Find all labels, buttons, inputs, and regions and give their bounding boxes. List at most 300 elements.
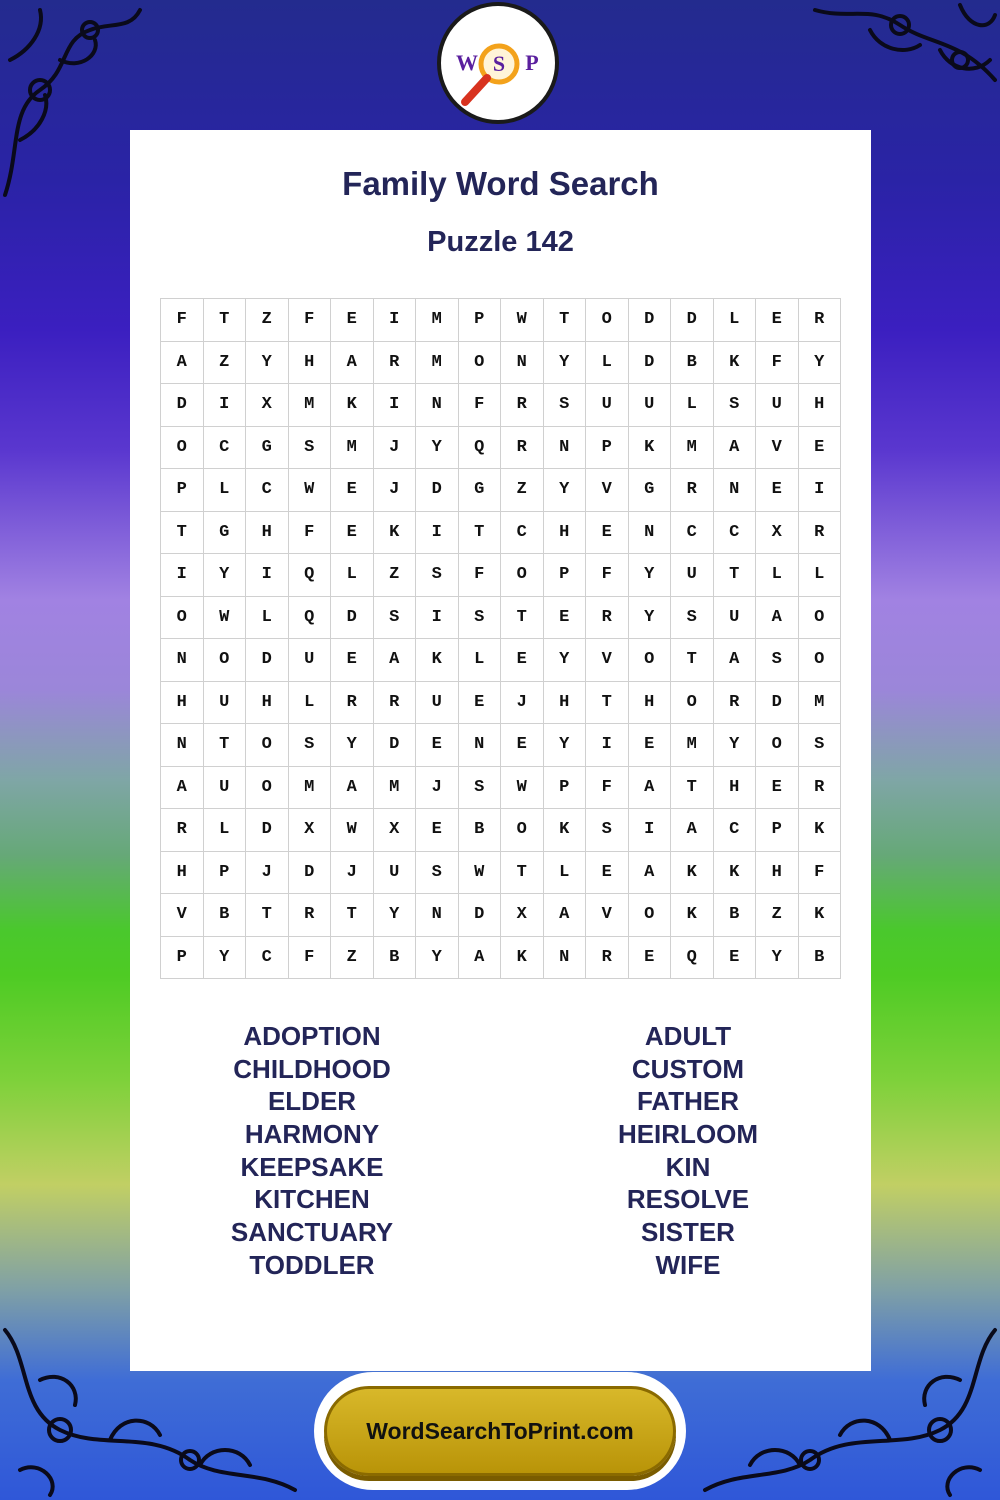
grid-cell[interactable]: G	[458, 469, 501, 512]
grid-cell[interactable]: O	[161, 426, 204, 469]
grid-cell[interactable]: C	[501, 511, 544, 554]
puzzle-card	[130, 130, 871, 1371]
grid-cell[interactable]: C	[713, 809, 756, 852]
grid-cell[interactable]: I	[246, 554, 289, 597]
grid-cell[interactable]: E	[628, 724, 671, 767]
grid-row	[161, 639, 841, 682]
grid-cell[interactable]: R	[713, 681, 756, 724]
grid-cell[interactable]: L	[203, 469, 246, 512]
grid-cell[interactable]: L	[756, 554, 799, 597]
grid-cell[interactable]: Q	[288, 554, 331, 597]
grid-cell[interactable]: Q	[671, 936, 714, 979]
word-item: TODDLER	[249, 1249, 375, 1280]
grid-cell[interactable]: D	[331, 596, 374, 639]
grid-cell[interactable]: P	[756, 809, 799, 852]
grid-cell[interactable]: B	[671, 341, 714, 384]
grid-cell[interactable]: K	[798, 894, 841, 937]
grid-cell[interactable]: O	[246, 766, 289, 809]
grid-cell[interactable]: T	[501, 851, 544, 894]
grid-cell[interactable]: K	[713, 851, 756, 894]
grid-cell[interactable]: L	[203, 809, 246, 852]
grid-cell[interactable]: F	[756, 341, 799, 384]
word-list-right	[538, 1020, 838, 1282]
grid-cell[interactable]: A	[713, 426, 756, 469]
grid-cell[interactable]: V	[586, 639, 629, 682]
grid-cell[interactable]: U	[416, 681, 459, 724]
grid-cell[interactable]: R	[798, 766, 841, 809]
grid-cell[interactable]: C	[203, 426, 246, 469]
grid-cell[interactable]: U	[713, 596, 756, 639]
grid-cell[interactable]: K	[501, 936, 544, 979]
grid-cell[interactable]: R	[501, 426, 544, 469]
grid-cell[interactable]: W	[501, 766, 544, 809]
word-item: KEEPSAKE	[240, 1151, 384, 1182]
grid-cell[interactable]: L	[246, 596, 289, 639]
grid-cell[interactable]: B	[373, 936, 416, 979]
grid-cell[interactable]: N	[161, 639, 204, 682]
grid-cell[interactable]: L	[586, 341, 629, 384]
grid-cell[interactable]: I	[628, 809, 671, 852]
grid-cell[interactable]: R	[798, 299, 841, 342]
grid-cell[interactable]: H	[246, 681, 289, 724]
grid-cell[interactable]: E	[331, 469, 374, 512]
grid-cell[interactable]: Z	[331, 936, 374, 979]
grid-cell[interactable]: D	[161, 384, 204, 427]
grid-cell[interactable]: O	[628, 639, 671, 682]
word-list-left	[162, 1020, 462, 1282]
grid-cell[interactable]: Y	[416, 936, 459, 979]
grid-cell[interactable]: X	[756, 511, 799, 554]
grid-cell[interactable]: M	[288, 766, 331, 809]
grid-cell[interactable]: Y	[756, 936, 799, 979]
grid-cell[interactable]: A	[756, 596, 799, 639]
grid-cell[interactable]: E	[458, 681, 501, 724]
grid-cell[interactable]: I	[203, 384, 246, 427]
grid-cell[interactable]: L	[543, 851, 586, 894]
grid-cell[interactable]: F	[458, 554, 501, 597]
grid-cell[interactable]: E	[501, 724, 544, 767]
grid-cell[interactable]: E	[713, 936, 756, 979]
grid-cell[interactable]: A	[458, 936, 501, 979]
grid-cell[interactable]: E	[798, 426, 841, 469]
grid-cell[interactable]: S	[288, 426, 331, 469]
grid-cell[interactable]: K	[416, 639, 459, 682]
grid-cell[interactable]: K	[671, 851, 714, 894]
grid-cell[interactable]: D	[671, 299, 714, 342]
grid-cell[interactable]: X	[501, 894, 544, 937]
grid-cell[interactable]: S	[416, 554, 459, 597]
letter-grid	[160, 298, 841, 979]
grid-cell[interactable]: R	[586, 596, 629, 639]
grid-cell[interactable]: D	[246, 809, 289, 852]
grid-cell[interactable]: N	[416, 384, 459, 427]
grid-cell[interactable]: M	[288, 384, 331, 427]
grid-cell[interactable]: B	[798, 936, 841, 979]
grid-cell[interactable]: B	[203, 894, 246, 937]
site-logo[interactable]	[437, 2, 559, 124]
grid-row	[161, 894, 841, 937]
word-item: HARMONY	[244, 1119, 380, 1150]
grid-cell[interactable]: P	[203, 851, 246, 894]
grid-cell[interactable]: F	[288, 511, 331, 554]
grid-cell[interactable]: F	[586, 766, 629, 809]
grid-cell[interactable]: S	[373, 596, 416, 639]
word-item: SANCTUARY	[230, 1217, 394, 1248]
grid-cell[interactable]: N	[543, 936, 586, 979]
grid-cell[interactable]: O	[501, 809, 544, 852]
grid-cell[interactable]: H	[713, 766, 756, 809]
grid-cell[interactable]: T	[203, 299, 246, 342]
grid-cell[interactable]: A	[331, 341, 374, 384]
grid-cell[interactable]: V	[586, 894, 629, 937]
grid-cell[interactable]: H	[246, 511, 289, 554]
grid-cell[interactable]: W	[458, 851, 501, 894]
grid-cell[interactable]: Y	[543, 724, 586, 767]
grid-cell[interactable]: B	[713, 894, 756, 937]
grid-cell[interactable]: Y	[543, 639, 586, 682]
grid-cell[interactable]: K	[373, 511, 416, 554]
grid-cell[interactable]: E	[331, 511, 374, 554]
grid-cell[interactable]: P	[586, 426, 629, 469]
grid-cell[interactable]: O	[203, 639, 246, 682]
corner-ornament-top-right	[810, 0, 1000, 130]
grid-cell[interactable]: G	[628, 469, 671, 512]
grid-cell[interactable]: O	[756, 724, 799, 767]
grid-cell[interactable]: A	[331, 766, 374, 809]
grid-cell[interactable]: I	[373, 299, 416, 342]
corner-ornament-top-left	[0, 0, 150, 200]
grid-cell[interactable]: R	[501, 384, 544, 427]
grid-cell[interactable]: E	[586, 511, 629, 554]
grid-cell[interactable]: F	[161, 299, 204, 342]
word-item: SISTER	[641, 1217, 735, 1248]
grid-cell[interactable]: P	[543, 554, 586, 597]
grid-cell[interactable]: M	[373, 766, 416, 809]
grid-cell[interactable]: T	[501, 596, 544, 639]
grid-cell[interactable]: D	[416, 469, 459, 512]
grid-cell[interactable]: V	[756, 426, 799, 469]
grid-cell[interactable]: S	[713, 384, 756, 427]
grid-cell[interactable]: C	[246, 936, 289, 979]
grid-cell[interactable]: T	[458, 511, 501, 554]
grid-cell[interactable]: T	[331, 894, 374, 937]
grid-cell[interactable]: E	[756, 469, 799, 512]
grid-cell[interactable]: A	[713, 639, 756, 682]
grid-cell[interactable]: C	[246, 469, 289, 512]
grid-cell[interactable]: Y	[416, 426, 459, 469]
grid-cell[interactable]: M	[416, 299, 459, 342]
grid-cell[interactable]: Q	[288, 596, 331, 639]
grid-cell[interactable]: E	[416, 809, 459, 852]
grid-cell[interactable]: H	[543, 681, 586, 724]
grid-cell[interactable]: Y	[203, 554, 246, 597]
grid-cell[interactable]: J	[501, 681, 544, 724]
grid-cell[interactable]: N	[416, 894, 459, 937]
grid-cell[interactable]: U	[288, 639, 331, 682]
grid-cell[interactable]: Y	[543, 469, 586, 512]
grid-cell[interactable]: I	[373, 384, 416, 427]
grid-cell[interactable]: M	[416, 341, 459, 384]
logo-letter-s: S	[492, 51, 506, 76]
grid-cell[interactable]: Y	[331, 724, 374, 767]
grid-cell[interactable]: H	[798, 384, 841, 427]
grid-row	[161, 851, 841, 894]
grid-cell[interactable]: D	[628, 341, 671, 384]
grid-cell[interactable]: T	[586, 681, 629, 724]
grid-cell[interactable]: N	[161, 724, 204, 767]
grid-cell[interactable]: K	[671, 894, 714, 937]
grid-cell[interactable]: D	[628, 299, 671, 342]
grid-cell[interactable]: Y	[628, 596, 671, 639]
footer-badge	[314, 1372, 686, 1490]
grid-cell[interactable]: Q	[458, 426, 501, 469]
grid-cell[interactable]: O	[671, 681, 714, 724]
grid-cell[interactable]: T	[203, 724, 246, 767]
puzzle-number: Puzzle 142	[427, 226, 574, 258]
grid-cell[interactable]: V	[586, 469, 629, 512]
grid-cell[interactable]: W	[501, 299, 544, 342]
grid-cell[interactable]: E	[331, 299, 374, 342]
grid-cell[interactable]: R	[671, 469, 714, 512]
grid-cell[interactable]: Y	[713, 724, 756, 767]
grid-cell[interactable]: S	[798, 724, 841, 767]
grid-cell[interactable]: E	[756, 299, 799, 342]
grid-cell[interactable]: P	[543, 766, 586, 809]
grid-cell[interactable]: H	[756, 851, 799, 894]
grid-cell[interactable]: D	[288, 851, 331, 894]
grid-cell[interactable]: X	[246, 384, 289, 427]
grid-cell[interactable]: Y	[543, 341, 586, 384]
grid-row	[161, 554, 841, 597]
grid-cell[interactable]: I	[416, 511, 459, 554]
grid-cell[interactable]: O	[798, 596, 841, 639]
grid-cell[interactable]: Z	[373, 554, 416, 597]
grid-cell[interactable]: N	[713, 469, 756, 512]
grid-cell[interactable]: E	[331, 639, 374, 682]
grid-cell[interactable]: N	[628, 511, 671, 554]
grid-cell[interactable]: F	[586, 554, 629, 597]
grid-cell[interactable]: U	[203, 766, 246, 809]
grid-cell[interactable]: L	[331, 554, 374, 597]
grid-cell[interactable]: K	[331, 384, 374, 427]
grid-cell[interactable]: O	[798, 639, 841, 682]
grid-cell[interactable]: K	[628, 426, 671, 469]
grid-row	[161, 299, 841, 342]
grid-cell[interactable]: K	[798, 809, 841, 852]
grid-row	[161, 596, 841, 639]
grid-cell[interactable]: A	[628, 766, 671, 809]
grid-row	[161, 384, 841, 427]
grid-cell[interactable]: R	[798, 511, 841, 554]
grid-cell[interactable]: E	[756, 766, 799, 809]
grid-cell[interactable]: H	[161, 851, 204, 894]
grid-cell[interactable]: A	[628, 851, 671, 894]
grid-cell[interactable]: L	[288, 681, 331, 724]
grid-cell[interactable]: I	[798, 469, 841, 512]
grid-cell[interactable]: Y	[798, 341, 841, 384]
grid-cell[interactable]: E	[416, 724, 459, 767]
grid-cell[interactable]: T	[161, 511, 204, 554]
grid-cell[interactable]: A	[671, 809, 714, 852]
grid-row	[161, 341, 841, 384]
grid-cell[interactable]: A	[161, 766, 204, 809]
grid-cell[interactable]: C	[671, 511, 714, 554]
grid-cell[interactable]: J	[373, 426, 416, 469]
grid-cell[interactable]: T	[671, 639, 714, 682]
grid-cell[interactable]: F	[288, 936, 331, 979]
grid-cell[interactable]: N	[543, 426, 586, 469]
grid-cell[interactable]: D	[756, 681, 799, 724]
grid-cell[interactable]: Y	[628, 554, 671, 597]
grid-cell[interactable]: M	[671, 724, 714, 767]
grid-cell[interactable]: J	[373, 469, 416, 512]
grid-cell[interactable]: G	[246, 426, 289, 469]
grid-cell[interactable]: Y	[203, 936, 246, 979]
grid-cell[interactable]: I	[416, 596, 459, 639]
grid-cell[interactable]: S	[756, 639, 799, 682]
grid-cell[interactable]: O	[501, 554, 544, 597]
grid-cell[interactable]: A	[543, 894, 586, 937]
grid-cell[interactable]: T	[543, 299, 586, 342]
grid-row	[161, 681, 841, 724]
word-item: ADOPTION	[243, 1021, 381, 1051]
grid-cell[interactable]: T	[671, 766, 714, 809]
grid-cell[interactable]: U	[756, 384, 799, 427]
grid-cell[interactable]: D	[458, 894, 501, 937]
grid-cell[interactable]: Z	[246, 299, 289, 342]
grid-cell[interactable]: P	[458, 299, 501, 342]
grid-cell[interactable]: W	[203, 596, 246, 639]
word-item: RESOLVE	[626, 1184, 750, 1215]
magnifier-icon	[441, 6, 555, 120]
logo-letter-w: W	[456, 50, 478, 75]
grid-cell[interactable]: R	[373, 681, 416, 724]
grid-cell[interactable]: L	[458, 639, 501, 682]
grid-cell[interactable]: R	[586, 936, 629, 979]
grid-cell[interactable]: F	[288, 299, 331, 342]
grid-cell[interactable]: J	[416, 766, 459, 809]
grid-cell[interactable]: N	[458, 724, 501, 767]
logo-letter-p: P	[525, 50, 539, 75]
word-item: WIFE	[655, 1249, 721, 1280]
grid-cell[interactable]: M	[671, 426, 714, 469]
grid-cell[interactable]: I	[161, 554, 204, 597]
grid-cell[interactable]: S	[416, 851, 459, 894]
word-item: CHILDHOOD	[233, 1053, 391, 1084]
grid-row	[161, 809, 841, 852]
grid-cell[interactable]: X	[288, 809, 331, 852]
grid-cell[interactable]: O	[458, 341, 501, 384]
grid-cell[interactable]: N	[501, 341, 544, 384]
grid-cell[interactable]: F	[798, 851, 841, 894]
grid-cell[interactable]: H	[161, 681, 204, 724]
grid-row	[161, 724, 841, 767]
grid-cell[interactable]: W	[331, 809, 374, 852]
grid-cell[interactable]: R	[331, 681, 374, 724]
grid-cell[interactable]: S	[671, 596, 714, 639]
grid-row	[161, 469, 841, 512]
grid-cell[interactable]: T	[713, 554, 756, 597]
grid-cell[interactable]: Y	[373, 894, 416, 937]
grid-cell[interactable]: A	[161, 341, 204, 384]
site-link-button[interactable]: WordSearchToPrint.com	[324, 1386, 676, 1476]
grid-cell[interactable]: R	[161, 809, 204, 852]
word-item: KITCHEN	[254, 1184, 370, 1215]
grid-cell[interactable]: U	[203, 681, 246, 724]
grid-cell[interactable]: U	[628, 384, 671, 427]
grid-cell[interactable]: V	[161, 894, 204, 937]
grid-cell[interactable]: J	[246, 851, 289, 894]
grid-cell[interactable]: R	[373, 341, 416, 384]
grid-cell[interactable]: S	[458, 766, 501, 809]
grid-cell[interactable]: U	[373, 851, 416, 894]
grid-cell[interactable]: L	[671, 384, 714, 427]
grid-cell[interactable]: H	[628, 681, 671, 724]
grid-cell[interactable]: S	[543, 384, 586, 427]
grid-row	[161, 766, 841, 809]
grid-row	[161, 426, 841, 469]
grid-cell[interactable]: P	[161, 936, 204, 979]
grid-cell[interactable]: E	[501, 639, 544, 682]
grid-cell[interactable]: W	[288, 469, 331, 512]
grid-cell[interactable]: M	[331, 426, 374, 469]
grid-cell[interactable]: E	[586, 851, 629, 894]
grid-cell[interactable]: X	[373, 809, 416, 852]
word-item: ELDER	[267, 1086, 357, 1117]
grid-cell[interactable]: J	[331, 851, 374, 894]
grid-cell[interactable]: L	[798, 554, 841, 597]
grid-cell[interactable]: C	[713, 511, 756, 554]
grid-cell[interactable]: O	[586, 299, 629, 342]
grid-cell[interactable]: D	[373, 724, 416, 767]
grid-cell[interactable]: P	[161, 469, 204, 512]
grid-cell[interactable]: Z	[203, 341, 246, 384]
grid-cell[interactable]: U	[586, 384, 629, 427]
word-item: CUSTOM	[631, 1053, 745, 1084]
grid-cell[interactable]: Z	[756, 894, 799, 937]
grid-cell[interactable]: B	[458, 809, 501, 852]
grid-cell[interactable]: H	[543, 511, 586, 554]
grid-cell[interactable]: E	[628, 936, 671, 979]
grid-cell[interactable]: T	[246, 894, 289, 937]
grid-cell[interactable]: F	[458, 384, 501, 427]
grid-cell[interactable]: I	[586, 724, 629, 767]
grid-cell[interactable]: M	[798, 681, 841, 724]
grid-cell[interactable]: Z	[501, 469, 544, 512]
grid-cell[interactable]: O	[628, 894, 671, 937]
grid-cell[interactable]: A	[373, 639, 416, 682]
grid-cell[interactable]: O	[246, 724, 289, 767]
grid-cell[interactable]: H	[288, 341, 331, 384]
page-title: Family Word Search	[342, 165, 659, 202]
grid-cell[interactable]: O	[161, 596, 204, 639]
word-item: HEIRLOOM	[617, 1119, 759, 1150]
grid-cell[interactable]: Y	[246, 341, 289, 384]
grid-cell[interactable]: E	[543, 596, 586, 639]
grid-cell[interactable]: U	[671, 554, 714, 597]
grid-cell[interactable]: G	[203, 511, 246, 554]
grid-cell[interactable]: K	[543, 809, 586, 852]
grid-cell[interactable]: D	[246, 639, 289, 682]
grid-cell[interactable]: K	[713, 341, 756, 384]
word-item: ADULT	[644, 1021, 732, 1051]
grid-cell[interactable]: L	[713, 299, 756, 342]
grid-row	[161, 511, 841, 554]
grid-cell[interactable]: S	[288, 724, 331, 767]
grid-cell[interactable]: S	[586, 809, 629, 852]
grid-cell[interactable]: S	[458, 596, 501, 639]
grid-cell[interactable]: R	[288, 894, 331, 937]
